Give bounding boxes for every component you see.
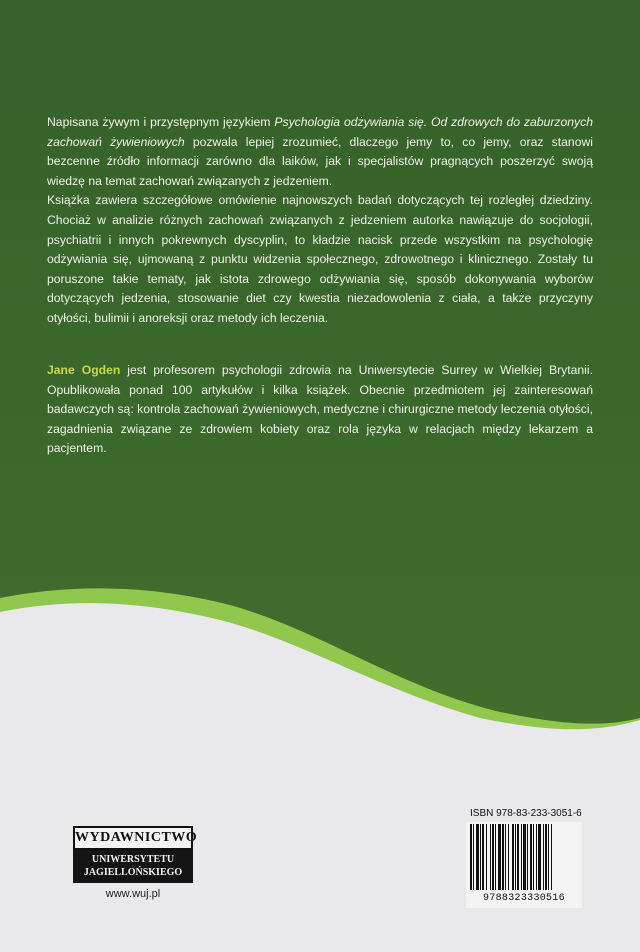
publisher-logo-line-2: JAGIELLOŃSKIEGO bbox=[83, 867, 183, 878]
description-text: pozwala lepiej zrozumieć, dlaczego jemy to, co jemy, oraz stanowi bezcenne źródło informacji zarówno dla laików, jak i specjalistów pragnących poszerzyć swoją wiedzę na temat zachowań związanych z jedzeniem. bbox=[47, 134, 593, 188]
publisher-logo-bottom bbox=[73, 850, 193, 883]
barcode-bar bbox=[512, 824, 514, 890]
barcode-bar bbox=[502, 824, 504, 890]
barcode-bar bbox=[486, 824, 487, 890]
barcode-bar bbox=[523, 824, 526, 890]
barcode-bar bbox=[476, 824, 479, 890]
barcode-bar bbox=[551, 824, 552, 890]
barcode-bar bbox=[527, 824, 528, 890]
barcode-bar bbox=[482, 824, 484, 890]
barcode-bar bbox=[490, 824, 491, 890]
book-description bbox=[47, 113, 593, 329]
barcode-bar bbox=[548, 824, 549, 890]
publisher-logo-line-1: UNIWERSYTETU bbox=[91, 854, 175, 865]
author-name: Jane Ogden bbox=[47, 363, 121, 377]
barcode-bar bbox=[473, 824, 474, 890]
publisher-logo bbox=[73, 826, 198, 883]
author-bio bbox=[47, 361, 593, 459]
barcode-bar bbox=[521, 824, 522, 890]
barcode-bar bbox=[480, 824, 481, 890]
barcode-bar bbox=[536, 824, 537, 890]
barcode-bar bbox=[515, 824, 516, 890]
barcode-bar bbox=[498, 824, 501, 890]
barcode-bar bbox=[508, 824, 509, 890]
barcode-digits: 9788323330516 bbox=[466, 893, 582, 904]
description-text: Napisana żywym i przystępnym językiem bbox=[47, 115, 275, 129]
barcode-bar bbox=[470, 824, 472, 890]
barcode-bar bbox=[492, 824, 494, 890]
barcode-bar bbox=[517, 824, 519, 890]
barcode-bar bbox=[533, 824, 534, 890]
description-paragraph-2: Książka zawiera szczegółowe omówienie najnowszych badań dotyczących tej rozległej dziedziny. Chociaż w analizie różnych zachowań związanych z jedzeniem autorka nawiązuje do socjologii, psychiatrii i innych pokrewnych dyscyplin, to kładzie nacisk przede wszystkim na psychologię odżywiania się, ujmowaną z punktu widzenia społecznego, zdrowotnego i klinicznego. Zostały tu poruszone takie tematy, jak istota zdrowego odżywiania się, sposób dokonywania wyborów dotyczących jedzenia, stosowanie diet czy kwestia niezadowolenia z ciała, a także przyczyny otyłości, bulimii i anoreksji oraz metody ich leczenia. bbox=[47, 193, 593, 325]
isbn-label: ISBN 978-83-233-3051-6 bbox=[470, 808, 582, 819]
barcode-bar bbox=[545, 824, 547, 890]
publisher-logo-top: WYDAWNICTWO bbox=[73, 826, 193, 850]
barcode-bar bbox=[495, 824, 496, 890]
description-paragraph-1 bbox=[47, 113, 593, 191]
barcode-bar bbox=[530, 824, 532, 890]
barcode-bars bbox=[466, 822, 582, 892]
barcode-bar bbox=[538, 824, 541, 890]
book-title-italic: Psychologia odżywiania się. Od zdrowych do zaburzonych zachowań żywieniowych bbox=[47, 115, 594, 149]
barcode-bar bbox=[505, 824, 506, 890]
publisher-url: www.wuj.pl bbox=[105, 888, 161, 900]
author-bio-text: jest profesorem psychologii zdrowia na Uniwersytecie Surrey w Wielkiej Brytanii. Opublikowała ponad 100 artykułów i kilka książek. Obecnie przedmiotem jej zainteresowań badawczych są: kontrola zachowań żywieniowych, medyczne i chirurgiczne metody leczenia otyłości, zagadnienia związane ze zdrowiem kobiety oraz rola języka w relacjach między lekarzem a pacjentem. bbox=[47, 363, 593, 456]
barcode-bar bbox=[543, 824, 544, 890]
